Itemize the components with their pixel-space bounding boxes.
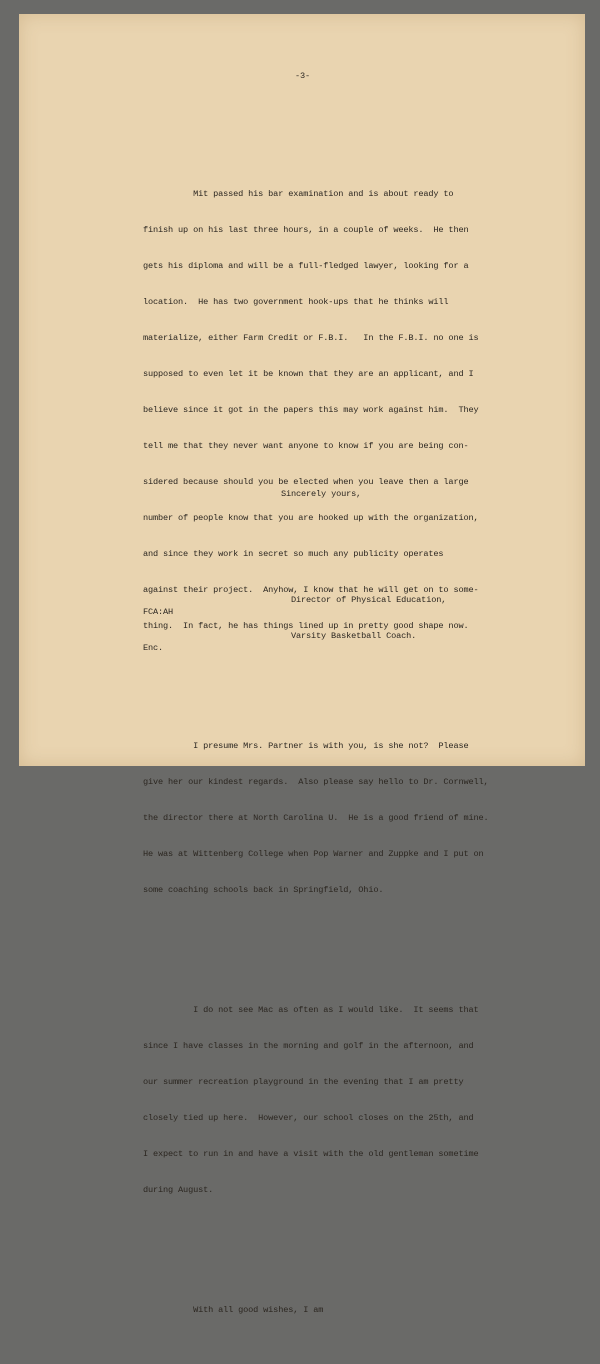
text-line: materialize, either Farm Credit or F.B.I. In the F.B.I. no one is xyxy=(143,333,479,343)
text-line: Mit passed his bar examination and is about ready to xyxy=(143,189,454,199)
text-line: He was at Wittenberg College when Pop Warner and Zuppke and I put on xyxy=(143,849,484,859)
text-line: With all good wishes, I am xyxy=(143,1305,324,1315)
text-line: some coaching schools back in Springfield, Ohio. xyxy=(143,885,384,895)
text-line: I expect to run in and have a visit with the old gentleman sometime xyxy=(143,1149,479,1159)
page-number: -3- xyxy=(295,71,311,81)
text-line: our summer recreation playground in the evening that I am pretty xyxy=(143,1077,464,1087)
signature-title-block xyxy=(291,570,446,666)
text-line: since I have classes in the morning and golf in the afternoon, and xyxy=(143,1041,474,1051)
text-line: gets his diploma and will be a full-fledged lawyer, looking for a xyxy=(143,261,469,271)
text-line: sidered because should you be elected when you leave then a large xyxy=(143,477,469,487)
text-line: and since they work in secret so much any publicity operates xyxy=(143,549,444,559)
letter-body xyxy=(143,140,563,1364)
text-line: tell me that they never want anyone to know if you are being con- xyxy=(143,441,469,451)
reference-initials: FCA:AH xyxy=(143,607,174,617)
text-line: number of people know that you are hooked up with the organization, xyxy=(143,513,479,523)
reference-block xyxy=(143,582,173,678)
text-line: I presume Mrs. Partner is with you, is she not? Please xyxy=(143,741,469,751)
text-line: the director there at North Carolina U. He is a good friend of mine. xyxy=(143,813,489,823)
text-line: finish up on his last three hours, in a couple of weeks. He then xyxy=(143,225,469,235)
text-line: I do not see Mac as often as I would like. It seems that xyxy=(143,1005,479,1015)
complimentary-close: Sincerely yours, xyxy=(281,489,362,499)
text-line: location. He has two government hook-ups that he thinks will xyxy=(143,297,449,307)
title-line: Varsity Basketball Coach. xyxy=(291,631,417,641)
text-line: against their project. Anyhow, I know that he will get on to some- xyxy=(143,585,479,595)
enclosure-notation: Enc. xyxy=(143,643,164,653)
title-line: Director of Physical Education, xyxy=(291,595,447,605)
text-line: supposed to even let it be known that they are an applicant, and I xyxy=(143,369,474,379)
paragraph-4 xyxy=(143,1280,563,1340)
text-line: believe since it got in the papers this may work against him. They xyxy=(143,405,479,415)
text-line: during August. xyxy=(143,1185,214,1195)
paragraph-3 xyxy=(143,980,563,1220)
text-line: thing. In fact, he has things lined up in pretty good shape now. xyxy=(143,621,469,631)
text-line: closely tied up here. However, our school closes on the 25th, and xyxy=(143,1113,474,1123)
letter-page xyxy=(19,14,585,1315)
text-line: give her our kindest regards. Also please say hello to Dr. Cornwell, xyxy=(143,777,489,787)
paragraph-2 xyxy=(143,716,563,920)
